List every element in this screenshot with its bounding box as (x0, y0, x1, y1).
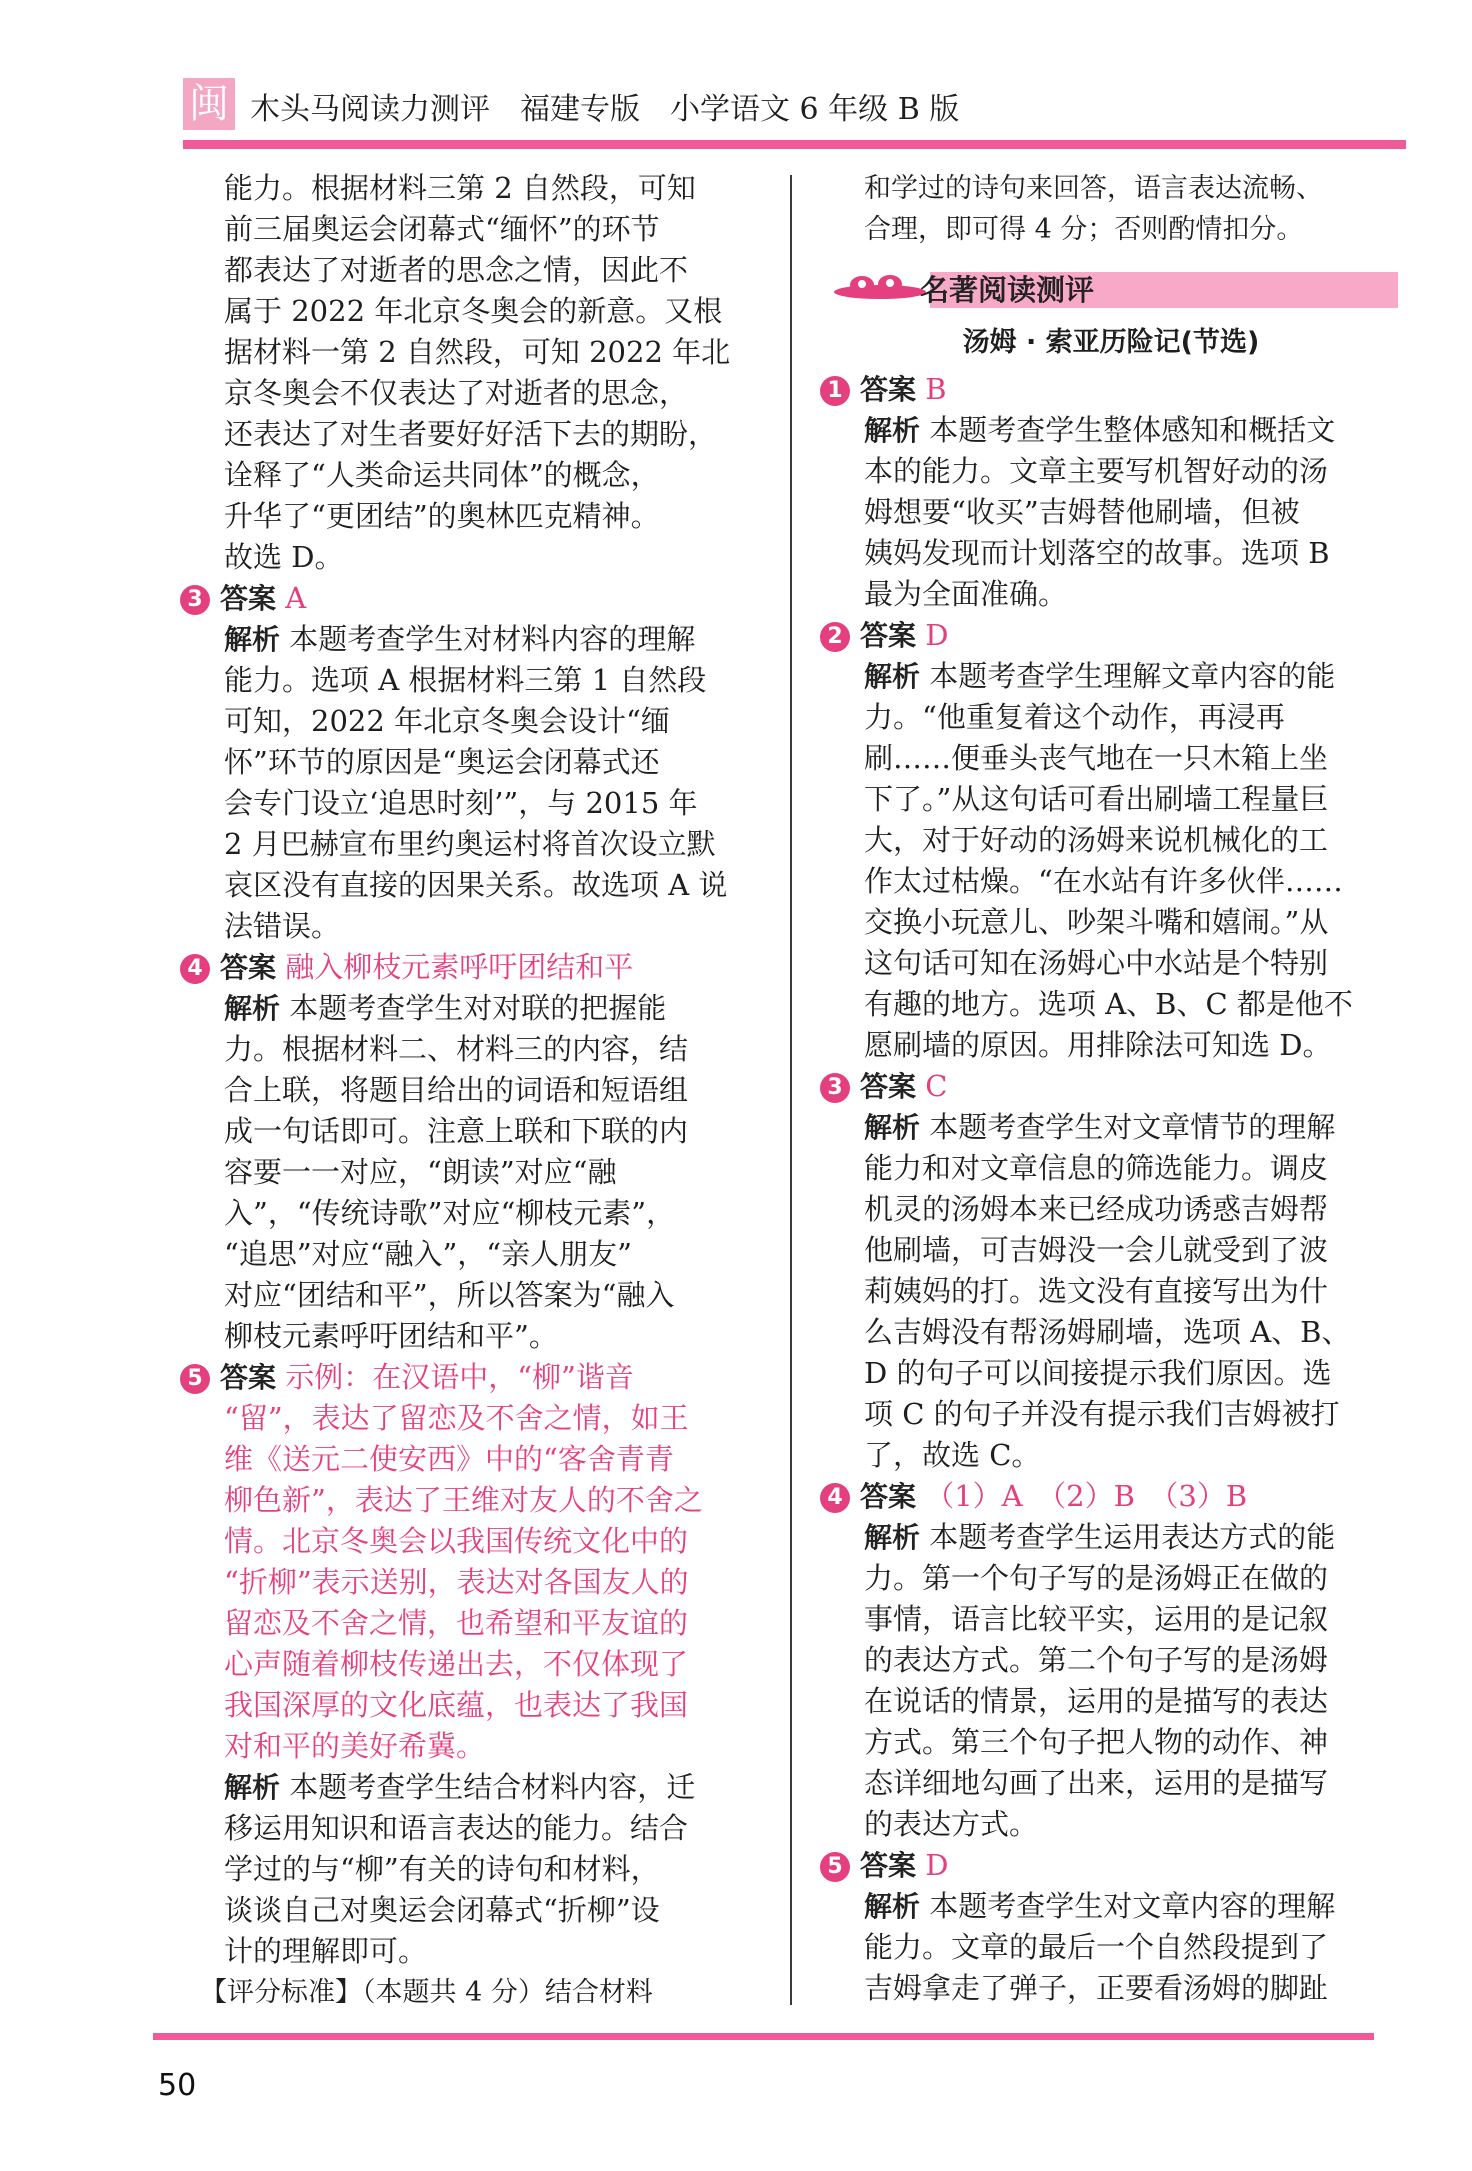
intro-paragraph (180, 168, 750, 578)
text-line: 姨妈发现而计划落空的故事。选项 B (864, 536, 1330, 570)
text-line: 下了。”从这句话可看出刷墙工程量巨 (864, 782, 1329, 816)
text-line: 机灵的汤姆本来已经成功诱惑吉姆帮 (864, 1192, 1329, 1226)
text-line: 据材料一第 2 自然段，可知 2022 年北 (224, 335, 731, 369)
text-line: 愿刷墙的原因。用排除法可知选 D。 (864, 1028, 1332, 1062)
text-line: 能力。选项 A 根据材料三第 1 自然段 (224, 663, 707, 697)
text-line: 力。第一个句子写的是汤姆正在做的 (864, 1561, 1329, 1595)
text-line: 事情，语言比较平实，运用的是记叙 (864, 1602, 1329, 1636)
book-title: 汤姆 · 索亚历险记(节选) (962, 327, 1260, 358)
question-3-answer (820, 1066, 1402, 1107)
text-line: 本题考查学生对文章情节的理解 (929, 1110, 1336, 1144)
answer-label: 答案 (860, 619, 917, 652)
text-line: 入”，“传统诗歌”对应“柳枝元素”， (224, 1196, 676, 1230)
text-line: 最为全面准确。 (864, 577, 1068, 611)
right-column (820, 168, 1402, 2009)
text-line: 故选 D。 (224, 540, 344, 574)
question-5-analysis (820, 1886, 1402, 2009)
question-number: 5 (820, 1852, 850, 1882)
answer-value: B (925, 372, 947, 406)
text-line: 能力。根据材料三第 2 自然段，可知 (224, 171, 696, 205)
analysis-label: 解析 (224, 1771, 281, 1804)
answer-line: 心声随着柳枝传递出去，不仅体现了 (224, 1647, 689, 1681)
question-4-answer (820, 1476, 1402, 1517)
answer-line: 我国深厚的文化底蕴，也表达了我国 (224, 1688, 689, 1722)
answer-label: 答案 (220, 951, 277, 984)
text-line: 力。“他重复着这个动作，再浸再 (864, 700, 1285, 734)
question-5-answer (820, 1845, 1402, 1886)
text-line: 哀区没有直接的因果关系。故选项 A 说 (224, 868, 728, 902)
text-line: 2 月巴赫宣布里约奥运村将首次设立默 (224, 827, 716, 861)
analysis-label: 解析 (864, 1111, 921, 1144)
answer-line: 对和平的美好希冀。 (224, 1729, 486, 1763)
text-line: 方式。第三个句子把人物的动作、神 (864, 1725, 1329, 1759)
text-line: 本题考查学生结合材料内容，迁 (289, 1770, 696, 1804)
answer-label: 答案 (220, 1361, 277, 1394)
text-line: 本题考查学生对对联的把握能 (289, 991, 667, 1025)
question-number: 4 (820, 1483, 850, 1513)
text-line: D 的句子可以间接提示我们原因。选 (864, 1356, 1332, 1390)
text-line: 合理，即可得 4 分；否则酌情扣分。 (864, 214, 1304, 245)
question-number: 3 (180, 585, 210, 615)
text-line: 了，故选 C。 (864, 1438, 1041, 1472)
text-line: 可知，2022 年北京冬奥会设计“缅 (224, 704, 670, 738)
text-line: 态详细地勾画了出来，运用的是描写 (864, 1766, 1329, 1800)
text-line: 对应“团结和平”，所以答案为“融入 (224, 1278, 675, 1312)
text-line: 怀”环节的原因是“奥运会闭幕式还 (224, 745, 660, 779)
text-line: 本的能力。文章主要写机智好动的汤 (864, 454, 1329, 488)
text-line: 莉姨妈的打。选文没有直接写出为什 (864, 1274, 1329, 1308)
text-line: 的表达方式。第二个句子写的是汤姆 (864, 1643, 1329, 1677)
text-line: 学过的与“柳”有关的诗句和材料， (224, 1852, 660, 1886)
text-line: 在说话的情景，运用的是描写的表达 (864, 1684, 1329, 1718)
analysis-label: 解析 (224, 992, 281, 1025)
page-number: 50 (158, 2068, 197, 2103)
text-line: 计的理解即可。 (224, 1934, 428, 1968)
text-line: 姆想要“收买”吉姆替他刷墙，但被 (864, 495, 1300, 529)
answer-value: A (285, 581, 307, 615)
text-line: 移运用知识和语言表达的能力。结合 (224, 1811, 689, 1845)
text-line: 本题考查学生理解文章内容的能 (929, 659, 1336, 693)
question-3-analysis (180, 619, 750, 947)
text-line: 都表达了对逝者的思念之情，因此不 (224, 253, 689, 287)
question-number: 1 (820, 376, 850, 406)
answer-line: 柳色新”，表达了王维对友人的不舍之 (224, 1483, 703, 1517)
answer-label: 答案 (860, 1480, 917, 1513)
question-1-answer (820, 369, 1402, 410)
question-5-answer-text (180, 1398, 750, 1767)
question-number: 4 (180, 954, 210, 984)
question-3-analysis (820, 1107, 1402, 1476)
text-line: 这句话可知在汤姆心中水站是个特别 (864, 946, 1329, 980)
section-title: 名著阅读测评 (920, 273, 1095, 307)
question-2-analysis (820, 656, 1402, 1066)
answer-line: 留恋及不舍之情，也希望和平友谊的 (224, 1606, 689, 1640)
answer-value: D (925, 1848, 949, 1882)
section-header (820, 260, 1402, 318)
question-5-analysis (180, 1767, 750, 1972)
text-line: 么吉姆没有帮汤姆刷墙，选项 A、B、 (864, 1315, 1351, 1349)
text-line: 还表达了对生者要好好活下去的期盼， (224, 417, 718, 451)
text-line: 能力和对文章信息的筛选能力。调皮 (864, 1151, 1329, 1185)
header-rule (183, 140, 1406, 149)
text-line: “追思”对应“融入”，“亲人朋友” (224, 1237, 632, 1271)
text-line: 京冬奥会不仅表达了对逝者的思念， (224, 376, 689, 410)
text-line: 属于 2022 年北京冬奥会的新意。又根 (224, 294, 723, 328)
text-line: 作太过枯燥。“在水站有许多伙伴…… (864, 864, 1343, 898)
answer-value: （1）A （2）B （3）B (925, 1479, 1248, 1513)
analysis-label: 解析 (864, 1890, 921, 1923)
text-line: 吉姆拿走了弹子，正要看汤姆的脚趾 (864, 1971, 1329, 2005)
section-decoration-icon (828, 270, 928, 310)
text-line: 本题考查学生对文章内容的理解 (929, 1889, 1336, 1923)
question-4-answer (180, 947, 750, 988)
text-line: 本题考查学生对材料内容的理解 (289, 622, 696, 656)
text-line: 容要一一对应，“朗读”对应“融 (224, 1155, 617, 1189)
running-header: 木头马阅读力测评 福建专版 小学语文 6 年级 B 版 (250, 92, 960, 127)
text-line: 他刷墙，可吉姆没一会儿就受到了波 (864, 1233, 1329, 1267)
answer-label: 答案 (220, 582, 277, 615)
text-line: 有趣的地方。选项 A、B、C 都是他不 (864, 987, 1353, 1021)
column-divider (790, 175, 792, 2005)
text-line: 前三届奥运会闭幕式“缅怀”的环节 (224, 212, 660, 246)
text-line: 合上联，将题目给出的词语和短语组 (224, 1073, 689, 1107)
question-1-analysis (820, 410, 1402, 615)
text-line: 刷……便垂头丧气地在一只木箱上坐 (864, 741, 1329, 775)
text-line: 力。根据材料二、材料三的内容，结 (224, 1032, 689, 1066)
analysis-label: 解析 (864, 1521, 921, 1554)
answer-label: 答案 (860, 1849, 917, 1882)
analysis-label: 解析 (864, 660, 921, 693)
answer-line: “折柳”表示送别，表达对各国友人的 (224, 1565, 689, 1599)
text-line: 能力。文章的最后一个自然段提到了 (864, 1930, 1329, 1964)
answer-value: 融入柳枝元素呼吁团结和平 (285, 950, 634, 984)
scoring-continuation (820, 168, 1402, 250)
answer-label: 答案 (860, 1070, 917, 1103)
text-line: 诠释了“人类命运共同体”的概念， (224, 458, 660, 492)
question-4-analysis (180, 988, 750, 1357)
text-line: 成一句话即可。注意上联和下联的内 (224, 1114, 689, 1148)
text-line: 和学过的诗句来回答，语言表达流畅、 (864, 173, 1323, 204)
question-2-answer (820, 615, 1402, 656)
question-3-answer (180, 578, 750, 619)
analysis-label: 解析 (864, 414, 921, 447)
answer-line: 维《送元二使安西》中的“客舍青青 (224, 1442, 674, 1476)
answer-value: D (925, 618, 949, 652)
question-5-answer (180, 1357, 750, 1398)
text-line: 升华了“更团结”的奥林匹克精神。 (224, 499, 660, 533)
text-line: 会专门设立‘追思时刻’”，与 2015 年 (224, 786, 698, 820)
text-line: 大，对于好动的汤姆来说机械化的工 (864, 823, 1329, 857)
text-line: 项 C 的句子并没有提示我们吉姆被打 (864, 1397, 1340, 1431)
text-line: 本题考查学生运用表达方式的能 (929, 1520, 1336, 1554)
question-number: 5 (180, 1364, 210, 1394)
text-line: 本题考查学生整体感知和概括文 (929, 413, 1336, 447)
answer-line: “留”，表达了留恋及不舍之情，如王 (224, 1401, 689, 1435)
answer-label: 答案 (860, 373, 917, 406)
text-line: 的表达方式。 (864, 1807, 1039, 1841)
question-number: 3 (820, 1073, 850, 1103)
scoring-criteria: 【评分标准】（本题共 4 分）结合材料 (200, 1977, 653, 2008)
province-badge: 闽 (183, 78, 235, 130)
text-line: 法错误。 (224, 909, 341, 943)
answer-line: 情。北京冬奥会以我国传统文化中的 (224, 1524, 689, 1558)
left-column (180, 168, 750, 2013)
analysis-label: 解析 (224, 623, 281, 656)
text-line: 柳枝元素呼吁团结和平”。 (224, 1319, 558, 1353)
answer-value: C (925, 1069, 948, 1103)
question-4-analysis (820, 1517, 1402, 1845)
text-line: 交换小玩意儿、吵架斗嘴和嬉闹。”从 (864, 905, 1329, 939)
footer-rule (153, 2033, 1374, 2040)
text-line: 谈谈自己对奥运会闭幕式“折柳”设 (224, 1893, 660, 1927)
question-number: 2 (820, 622, 850, 652)
answer-value: 示例：在汉语中，“柳”谐音 (285, 1360, 634, 1394)
